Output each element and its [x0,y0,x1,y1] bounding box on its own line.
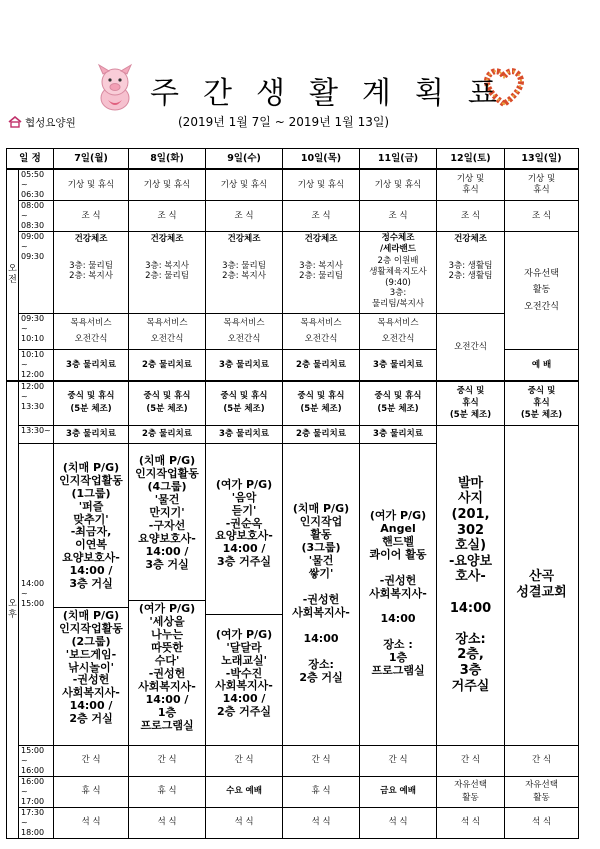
activity-cell: 기상 및 휴식 [437,169,505,201]
table-row [7,169,579,201]
activity-cell: 2층 물리치료 [283,350,360,382]
program-cell: (여가 P/G) Angel 핸드벨 콰이어 활동 -권성헌 사회복지사- 14:00 장소 : 1층 프로그램실 [360,443,437,745]
activity-cell: 수요 예배 [206,776,283,807]
time-slot: 09:30 ~ 10:10 [19,314,54,350]
pm-label: 오 후 [7,381,19,838]
program-cell: 산곡 성결교회 [505,425,579,745]
time-slot: 15:00 ~ 16:00 [19,745,54,776]
activity-cell: 기상 및 휴식 [283,169,360,201]
activity-cell: 목욕서비스 오전간식 [283,314,360,350]
activity-cell: 3층 물리치료 [360,350,437,382]
activity-cell: 휴 식 [129,776,206,807]
time-slot: 10:10 ~ 12:00 [19,350,54,382]
table-row [7,776,579,807]
exercise-body: 3층: 생활팀 2층: 생활팀 [448,260,493,282]
activity-cell: 중식 및 휴식 (5분 체조) [129,381,206,425]
activity-cell: 3층 물리치료 [206,425,283,443]
activity-cell: 휴 식 [283,776,360,807]
exercise-cell [206,232,283,314]
activity-cell: 조 식 [437,201,505,232]
pig-mascot-icon [90,62,140,112]
activity-cell: 예 배 [505,350,579,382]
activity-cell: 기상 및 휴식 [505,169,579,201]
activity-cell: 휴 식 [54,776,129,807]
exercise-body: 3층: 물리팀 2층: 복지사 [222,260,266,282]
activity-cell: 기상 및 휴식 [54,169,129,201]
page-title: 주간생활계획표 [150,76,521,111]
date-range: (2019년 1월 7일 ~ 2019년 1월 13일) [178,115,390,129]
table-row [7,314,579,350]
activity-cell: 기상 및 휴식 [129,169,206,201]
activity-cell: 목욕서비스 오전간식 [360,314,437,350]
activity-cell: 3층 물리치료 [360,425,437,443]
exercise-title: 건강체조 [454,234,487,244]
time-slot: 17:30 ~ 18:00 [19,807,54,838]
activity-cell: 중식 및 휴식 (5분 체조) [360,381,437,425]
time-slot: 13:30~ [19,425,54,443]
time-slot: 05:50 ~ 06:30 [19,169,54,201]
activity-cell: 간 식 [360,745,437,776]
activity-cell: 중식 및 휴식 (5분 체조) [206,381,283,425]
program-cell: (치매 P/G) 인지작업 활동 (3그룹) '물건 쌓기' -권성헌 사회복지사- 14:00 장소: 2층 거실 [283,443,360,745]
activity-cell: 기상 및 휴식 [360,169,437,201]
activity-cell: 2층 물리치료 [129,350,206,382]
activity-cell: 금요 예배 [360,776,437,807]
organization-name: 협성요양원 [25,117,76,129]
schedule-label: 일 정 [7,149,54,170]
exercise-cell [129,232,206,314]
program-cell [54,443,129,745]
activity-cell: 조 식 [206,201,283,232]
program-cell [129,443,206,745]
organization-label [8,115,76,130]
day-header: 11일(금) [360,149,437,170]
exercise-cell [54,232,129,314]
activity-cell: 기상 및 휴식 [206,169,283,201]
table-row [7,425,579,443]
program-block: (치매 P/G) 인지작업활동 (1그룹) '퍼즐 맞추기' -최금자, 이연복 요양보호사- 14:00 / 3층 거실 [54,460,128,608]
activity-cell: 석 식 [505,807,579,838]
activity-cell: 중식 및 휴식 (5분 체조) [54,381,129,425]
table-row [7,745,579,776]
activity-cell: 간 식 [505,745,579,776]
activity-cell: 2층 물리치료 [129,425,206,443]
activity-cell: 자유선택 활동 [437,776,505,807]
program-block: (여가 P/G) '세상을 나누는 따뜻한 수다' -권성헌 사회복지사- 14:00 / 1층 프로그램실 [138,602,196,732]
activity-cell: 오전간식 [437,314,505,382]
activity-cell: 자유선택 활동 [505,776,579,807]
activity-cell: 3층 물리치료 [54,425,129,443]
day-header: 8일(화) [129,149,206,170]
weekly-schedule-table [6,148,579,839]
activity-cell: 간 식 [54,745,129,776]
exercise-title: 건강체조 [304,234,338,244]
day-header: 7일(월) [54,149,129,170]
time-slot: 14:00 ~ 15:00 [19,443,54,745]
program-cell [206,443,283,745]
activity-cell: 간 식 [437,745,505,776]
header-row [7,149,579,170]
table-row [7,232,579,314]
activity-cell: 석 식 [129,807,206,838]
program-block: (여가 P/G) '달달라 노래교실' -박수진 사회복지사- 14:00 / 2층 거주실 [215,627,273,719]
exercise-cell [283,232,360,314]
exercise-body: 3층: 복지사 2층: 물리팀 [299,260,343,282]
day-header: 12일(토) [437,149,505,170]
program-block: (여가 P/G) '음악 듣기' -권순옥 요양보호사- 14:00 / 3층 거주실 [206,467,282,615]
time-slot: 08:00 ~ 08:30 [19,201,54,232]
exercise-body: 3층: 물리팀 2층: 복지사 [69,260,113,282]
exercise-title: 건강체조 [74,234,108,244]
exercise-cell [360,232,437,314]
activity-cell: 자유선택 활동 오전간식 [505,232,579,350]
activity-cell: 조 식 [129,201,206,232]
activity-cell: 중식 및 휴식 (5분 체조) [505,381,579,425]
exercise-body: 3층: 복지사 2층: 물리팀 [145,260,189,282]
activity-cell: 조 식 [283,201,360,232]
activity-cell: 간 식 [129,745,206,776]
activity-cell: 간 식 [283,745,360,776]
house-logo-icon [8,116,22,128]
exercise-title: 건강체조 [227,234,261,244]
day-header: 9일(수) [206,149,283,170]
activity-cell: 목욕서비스 오전간식 [54,314,129,350]
program-cell: 발마 사지 (201, 302 호실) -요양보 호사- 14:00 장소: 2층, 3층 거주실 [437,425,505,745]
time-slot: 16:00 ~ 17:00 [19,776,54,807]
table-row [7,807,579,838]
exercise-body: 2층 이원배 생활체육지도사 (9:40) 3층: 물리팀/복지사 [369,256,427,309]
activity-cell: 간 식 [206,745,283,776]
day-header: 10일(목) [283,149,360,170]
program-block: (치매 P/G) 인지작업활동 (2그룹) '보드게임- 낚시놀이' -권성헌 사회복지사- 14:00 / 2층 거실 [59,608,123,726]
time-slot: 09:00 ~ 09:30 [19,232,54,314]
exercise-title: 정수체조 /세라밴드 [380,233,416,254]
activity-cell: 조 식 [54,201,129,232]
activity-cell: 중식 및 휴식 (5분 체조) [437,381,505,425]
activity-cell: 석 식 [360,807,437,838]
time-slot: 12:00 ~ 13:30 [19,381,54,425]
activity-cell: 목욕서비스 오전간식 [129,314,206,350]
table-row [7,381,579,425]
activity-cell: 목욕서비스 오전간식 [206,314,283,350]
activity-cell: 석 식 [283,807,360,838]
exercise-title: 건강체조 [150,234,184,244]
activity-cell: 조 식 [360,201,437,232]
activity-cell: 석 식 [437,807,505,838]
exercise-cell [437,232,505,314]
table-row [7,201,579,232]
activity-cell: 조 식 [505,201,579,232]
activity-cell: 3층 물리치료 [206,350,283,382]
activity-cell: 2층 물리치료 [283,425,360,443]
day-header: 13일(일) [505,149,579,170]
activity-cell: 석 식 [206,807,283,838]
activity-cell: 3층 물리치료 [54,350,129,382]
program-block: (치매 P/G) 인지작업활동 (4그룹) '물건 만지기' -구자선 요양보호사- 14:00 / 3층 거실 [129,453,205,601]
am-label: 오 전 [7,169,19,381]
activity-cell: 석 식 [54,807,129,838]
activity-cell: 중식 및 휴식 (5분 체조) [283,381,360,425]
